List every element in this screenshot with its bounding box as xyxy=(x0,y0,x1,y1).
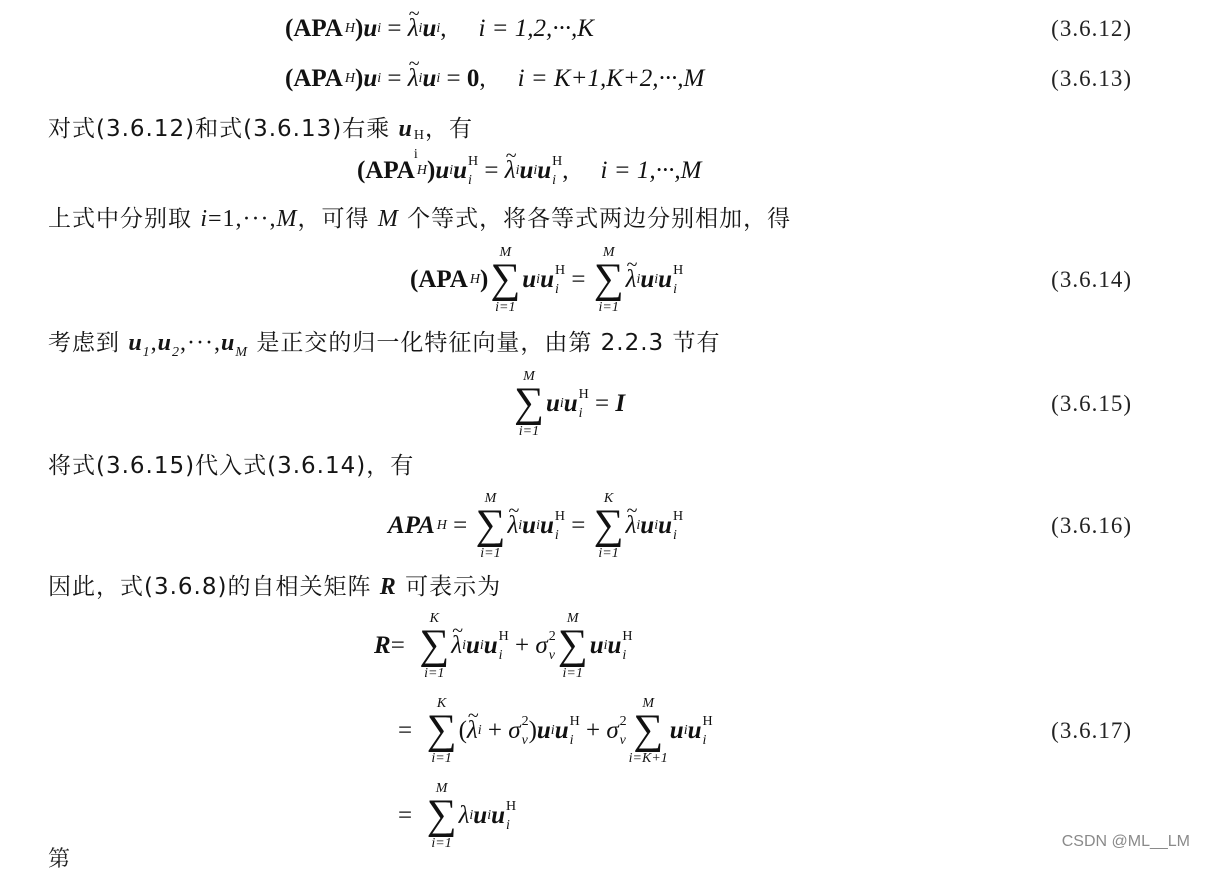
equation-3-6-12: (APA H ) u i = ~ λ i u i , i = 1,2,···,K (3.6.12) xyxy=(0,8,1208,50)
text-span: 因此，式(3.6.8)的自相关矩阵 xyxy=(48,574,380,600)
paragraph-5: 因此，式(3.6.8)的自相关矩阵 R 可表示为 xyxy=(48,574,502,600)
paragraph-2 xyxy=(48,200,791,233)
equation-number: (3.6.15) xyxy=(1051,391,1132,416)
text-span: 个等式，将各等式两边分别相加，得 xyxy=(398,206,792,232)
text-span: ，可得 xyxy=(297,206,378,232)
equation-unnumbered: (APA H ) u i u H i = ~ λ i u i u H i , i = 1,···,M xyxy=(0,150,1208,192)
text-span: 上式中分别取 xyxy=(48,206,201,232)
text-span: i xyxy=(200,206,208,232)
paragraph-3: 考虑到 $u_1,u_2,\cdot\cdot\cdot,u_M$ 是正交的归一化特征向量，由第 2.2.3 节有 xyxy=(48,330,721,360)
text-span: 对式(3.6.12)和式(3.6.13)右乘 xyxy=(48,116,399,142)
paragraph-4 xyxy=(48,447,414,480)
equation-number: (3.6.12) xyxy=(1051,16,1132,41)
equation-index-range: i = K+1,K+2,···,M xyxy=(517,65,705,92)
equation-3-6-14: (APA H ) M ∑ i=1 u i u H i = M ∑ i=1 ~ λ i u i u H i (3.6.14) xyxy=(0,240,1208,320)
cut-off-text: 第 xyxy=(48,847,71,872)
text-span: M xyxy=(276,206,298,232)
text-span: =1,···, xyxy=(207,206,277,232)
equation-3-6-17-line-3: = M ∑ i=1 λ i u i u H i xyxy=(398,780,517,851)
paragraph-1: 对式(3.6.12)和式(3.6.13)右乘 u H i ，有 xyxy=(48,116,473,162)
text-span: 考虑到 xyxy=(48,330,129,356)
equation-3-6-17-line-1: R = K ∑ i=1 ~ λ i u i u H i + σ 2 v M ∑ i=1 u i u H i xyxy=(0,606,1208,686)
text-span: 将式(3.6.15)代入式(3.6.14)，有 xyxy=(48,453,415,479)
equation-3-6-13: (APA H ) u i = ~ λ i u i = 0 , i = K+1,K+2,···,M (3.6.13) xyxy=(0,58,1208,100)
equation-index-range: i = 1,···,M xyxy=(600,157,702,184)
equation-3-6-16: APA H = M ∑ i=1 ~ λ i u i u H i = K ∑ i=1 ~ λ i u i u H i (3.6.16) xyxy=(0,486,1208,566)
equation-number: (3.6.16) xyxy=(1051,513,1132,538)
watermark: CSDN @ML__LM xyxy=(1061,833,1190,850)
equation-number: (3.6.14) xyxy=(1051,267,1132,292)
text-span: ，有 xyxy=(425,116,473,142)
equation-3-6-17-line-2: = K ∑ i=1 ( ~ λ i + σ 2 v ) u i u H i + σ 2 v M ∑ i=K+1 u i u H i (3.6.17) xyxy=(0,691,1208,771)
text-span: M xyxy=(377,206,399,232)
text-span: 可表示为 xyxy=(396,574,502,600)
equation-number: (3.6.17) xyxy=(1051,718,1132,743)
equation-number: (3.6.13) xyxy=(1051,66,1132,91)
equation-3-6-15: M ∑ i=1 u i u H i = I (3.6.15) xyxy=(514,368,1132,439)
equation-index-range: i = 1,2,···,K xyxy=(478,15,594,42)
text-span: 是正交的归一化特征向量，由第 2.2.3 节有 xyxy=(248,330,721,356)
